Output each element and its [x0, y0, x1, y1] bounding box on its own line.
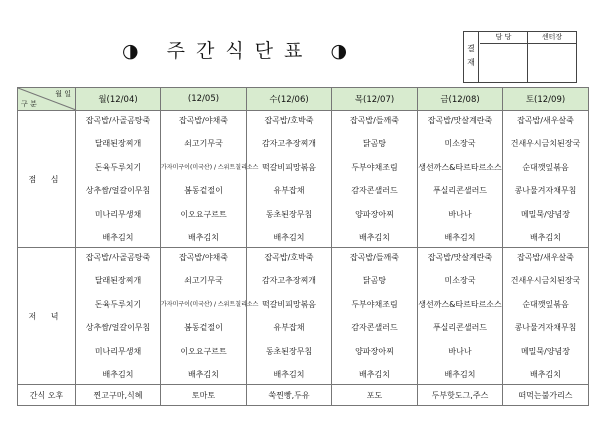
menu-item: 배추김치	[444, 232, 476, 242]
menu-item: 배추김치	[359, 369, 390, 379]
menu-cell	[503, 111, 589, 248]
menu-cell	[247, 111, 332, 248]
menu-item: 두부야채조림	[351, 162, 398, 172]
menu-item: 이오요구르트	[180, 209, 227, 219]
menu-item: 감자콘샐러드	[351, 186, 398, 196]
snack-cell: 토마토	[161, 385, 247, 406]
menu-item: 두부야채조림	[351, 299, 398, 309]
day-header: 수(12/06)	[247, 88, 332, 111]
day-header: (12/05)	[161, 88, 247, 111]
menu-item: 배추김치	[102, 369, 134, 379]
corner-cell	[18, 88, 76, 111]
menu-item: 잡곡밥/맛살계란죽	[427, 116, 493, 125]
menu-item: 동초된장무침	[265, 209, 313, 219]
menu-item: 잡곡밥/맛살계란죽	[427, 253, 493, 262]
menu-item: 잡곡밥/사골곰탕죽	[85, 116, 151, 125]
menu-item: 배추김치	[444, 369, 476, 379]
lunch-row	[18, 111, 589, 248]
menu-item: 이오요구르트	[180, 346, 227, 356]
menu-item: 동초된장무침	[265, 346, 313, 356]
title-text: 주간식단표	[166, 40, 314, 62]
menu-item: 건새우시금치된장국	[510, 276, 581, 286]
menu-item: 감자고추장찌개	[261, 139, 317, 149]
snack-cell: 쑥찐빵,두유	[247, 385, 332, 406]
menu-cell	[161, 248, 259, 385]
snack-cell: 두부핫도그,주스	[418, 385, 503, 406]
menu-item: 잡곡밥/호박죽	[264, 253, 314, 262]
menu-item: 돈육두루치기	[94, 162, 142, 172]
menu-item: 건새우시금치된장국	[510, 139, 581, 149]
approval-divider	[527, 43, 528, 82]
day-header: 목(12/07)	[332, 88, 418, 111]
menu-item: 잡곡밥/새우살죽	[517, 253, 574, 262]
menu-item: 배추김치	[188, 232, 219, 242]
menu-item: 감자콘샐러드	[351, 323, 398, 333]
menu-item: 상추쌈/얼갈이무침	[85, 323, 151, 333]
menu-item: 순대깻잎볶음	[522, 162, 569, 172]
menu-item: 떡갈비피망볶음	[261, 162, 317, 172]
menu-item: 배추김치	[530, 232, 561, 242]
meal-label-snack: 간식 오후	[18, 385, 76, 406]
menu-cell	[76, 111, 161, 248]
menu-item: 잡곡밥/호박죽	[264, 116, 314, 125]
menu-item: 달래된장찌개	[94, 276, 142, 286]
menu-item: 상추쌈/얼갈이무침	[85, 186, 151, 196]
menu-item: 메밀묵/양념장	[520, 209, 571, 219]
menu-item: 배추김치	[359, 232, 390, 242]
menu-item: 미소장국	[444, 139, 476, 149]
menu-item: 잡곡밥/들깨죽	[349, 253, 400, 262]
menu-cell	[76, 248, 161, 385]
menu-item: 쇠고기무국	[184, 276, 223, 286]
menu-item: 잡곡밥/야채죽	[178, 253, 229, 262]
corner-top-label: 월 일	[55, 90, 71, 98]
header-row	[18, 88, 589, 111]
menu-item: 배추김치	[102, 232, 134, 242]
menu-item: 생선까스&타르타르소스	[418, 299, 502, 309]
day-header: 토(12/09)	[503, 88, 589, 111]
menu-cell	[332, 111, 418, 248]
dinner-row	[18, 248, 589, 385]
menu-item: 잡곡밥/사골곰탕죽	[85, 253, 151, 262]
menu-item: 감자고추장찌개	[261, 276, 317, 286]
menu-item: 잡곡밥/들깨죽	[349, 116, 400, 125]
corner-bottom-label: 구 분	[21, 100, 37, 108]
menu-cell	[503, 248, 589, 385]
page-title	[110, 38, 370, 64]
approval-side-label: 결재	[464, 32, 479, 82]
menu-item: 양파장아찌	[355, 209, 394, 219]
approval-box	[463, 31, 577, 83]
menu-item: 잡곡밥/야채죽	[178, 116, 229, 125]
menu-item: 닭곰탕	[362, 139, 387, 149]
menu-item: 배추김치	[273, 232, 305, 242]
menu-item: 가자미구이(미국산) / 스위트칠리소스	[161, 163, 259, 171]
menu-item: 미나리무생채	[94, 209, 142, 219]
menu-item: 순대깻잎볶음	[522, 299, 569, 309]
menu-item: 콩나물겨자채무침	[514, 323, 577, 333]
menu-item: 푸실리콘샐러드	[432, 323, 488, 333]
menu-item: 돈육두루치기	[94, 299, 142, 309]
menu-item: 푸실리콘샐러드	[432, 186, 488, 196]
menu-item: 봄동겉절이	[184, 186, 223, 196]
snack-cell: 떠먹는불가리스	[503, 385, 589, 406]
menu-item: 쇠고기무국	[184, 139, 223, 149]
meal-label-dinner: 저 녁	[18, 248, 76, 385]
menu-item: 잡곡밥/새우살죽	[517, 116, 574, 125]
menu-cell	[332, 248, 418, 385]
menu-item: 바나나	[448, 209, 472, 219]
menu-item: 콩나물겨자채무침	[514, 186, 577, 196]
menu-item: 달래된장찌개	[94, 139, 142, 149]
menu-item: 배추김치	[273, 369, 305, 379]
approval-col-manager: 담 당	[480, 32, 528, 44]
menu-item: 양파장아찌	[355, 346, 394, 356]
day-header: 월(12/04)	[76, 88, 161, 111]
menu-item: 유부잡채	[273, 186, 305, 196]
menu-item: 유부잡채	[273, 323, 305, 333]
menu-cell	[418, 248, 503, 385]
menu-cell	[247, 248, 332, 385]
menu-item: 배추김치	[530, 369, 561, 379]
menu-item: 봄동겉절이	[184, 323, 223, 333]
menu-table	[17, 87, 589, 406]
meal-label-lunch: 점 심	[18, 111, 76, 248]
menu-item: 생선까스&타르타르소스	[418, 162, 502, 172]
menu-item: 미나리무생채	[94, 346, 142, 356]
menu-item: 미소장국	[444, 276, 476, 286]
menu-item: 메밀묵/양념장	[520, 346, 571, 356]
menu-item: 가자미구이(미국산) / 스위트칠리소스	[161, 300, 259, 308]
half-circle-icon: ◑	[330, 40, 359, 62]
menu-item: 배추김치	[188, 369, 219, 379]
snack-cell: 찐고구마,식혜	[76, 385, 161, 406]
snack-cell: 포도	[332, 385, 418, 406]
half-circle-icon: ◑	[121, 40, 150, 62]
menu-cell	[161, 111, 259, 248]
menu-item: 떡갈비피망볶음	[261, 299, 317, 309]
snack-row	[18, 385, 589, 406]
menu-item: 닭곰탕	[362, 276, 387, 286]
approval-col-director: 센터장	[528, 32, 576, 44]
day-header: 금(12/08)	[418, 88, 503, 111]
menu-cell	[418, 111, 503, 248]
menu-item: 바나나	[448, 346, 472, 356]
